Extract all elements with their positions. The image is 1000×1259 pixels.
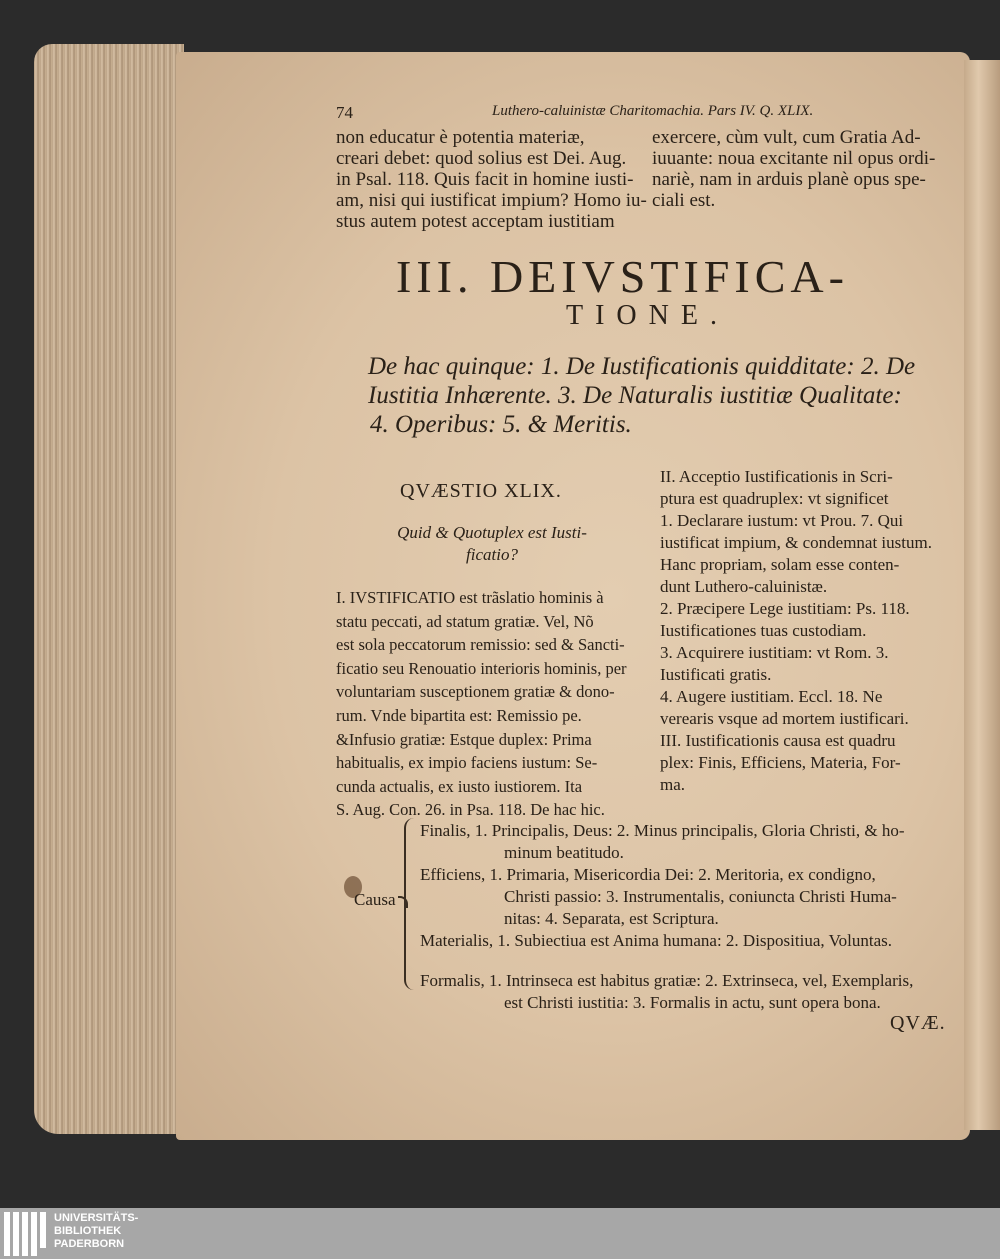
text-line: nariè, nam in arduis planè opus spe- [652,169,926,190]
text-line: II. Acceptio Iustificationis in Scri- [660,467,893,486]
intro-line: De hac quinque: 1. De Iustificationis quidditate: 2. De [368,353,916,380]
causa-formalis-cont: est Christi iustitia: 3. Formalis in actu, sunt opera bona. [504,993,881,1012]
text-line: statu peccati, ad statum gratiæ. Vel, Nõ [336,611,594,631]
running-header [336,103,814,123]
text-line: creari debet: quod solius est Dei. Aug. [336,148,627,169]
causa-materialis: Materialis, 1. Subiectiua est Anima humana: 2. Dispositiua, Voluntas. [420,931,893,950]
text-line: est sola peccatorum remissio: sed & Sancti- [336,635,625,655]
top-left-column [336,127,647,232]
top-right-column [652,127,935,211]
text-line: ptura est quadruplex: vt significet [660,489,889,508]
causa-efficiens-cont: Christi passio: 3. Instrumentalis, coniuncta Christi Huma- [504,887,897,906]
library-logo-icon [4,1212,48,1256]
causa-label: Causa [354,890,396,909]
text-line: &Infusio gratiæ: Estque duplex: Prima [336,729,592,749]
causa-finalis-cont: minum beatitudo. [504,843,624,862]
causa-formalis: Formalis, 1. Intrinseca est habitus gratiæ: 2. Extrinseca, vel, Exemplaris, [420,971,914,990]
causa-efficiens-cont: nitas: 4. Separata, est Scriptura. [504,909,719,928]
running-title: Luthero-caluinistæ Charitomachia. Pars IV. Q. XLIX. [492,103,814,119]
library-name [54,1212,138,1251]
text-line: in Psal. 118. Quis facit in homine iusti- [336,169,634,190]
text-line: iuuante: noua excitante nil opus ordi- [652,148,936,169]
text-line: S. Aug. Con. 26. in Psa. 118. De hac hic. [336,800,605,820]
text-line: voluntariam susceptionem gratiæ & dono- [336,682,615,702]
text-line: 4. Augere iustitiam. Eccl. 18. Ne [660,687,883,706]
text-line: cunda actualis, ex iusto iustiorem. Ita [336,776,583,796]
text-line: dunt Luthero-caluinistæ. [660,577,828,596]
right-column [660,466,932,796]
intro-line: 4. Operibus: 5. & Meritis. [370,411,632,438]
library-name-line: UNIVERSITÄTS- [54,1212,139,1224]
text-line: 2. Præcipere Lege iustitiam: Ps. 118. [660,599,910,618]
intro-line: Iustitia Inhærente. 3. De Naturalis iustitiæ Qualitate: [368,382,902,409]
text-line: Iustificationes tuas custodiam. [660,621,867,640]
text-line: non educatur è potentia materiæ, [336,127,585,148]
subtitle-line: ficatio? [466,545,518,564]
text-line: III. Iustificationis causa est quadru [660,731,896,750]
text-line: Hanc propriam, solam esse conten- [660,555,900,574]
question-title: QVÆSTIO XLIX. [400,480,562,502]
text-line: I. IVSTIFICATIO est trãslatio hominis à [336,588,604,607]
section-title: III. DEIVSTIFICA- [396,251,849,302]
left-column [336,586,627,822]
text-line: plex: Finis, Efficiens, Materia, For- [660,753,901,772]
text-line: am, nisi qui iustificat impium? Homo iu- [336,190,647,211]
text-line: stus autem potest acceptam iustitiam [336,211,615,232]
section-title-continued: TIONE. [566,300,729,331]
text-line: rum. Vnde bipartita est: Remissio pe. [336,705,582,725]
causa-efficiens: Efficiens, 1. Primaria, Misericordia Dei: 2. Meritoria, ex condigno, [420,865,876,884]
text-line: exercere, cùm vult, cum Gratia Ad- [652,127,921,148]
catchword: QVÆ. [890,1012,946,1034]
footer-bar [0,1208,1000,1259]
facing-page-edge [964,60,1000,1130]
text-line: verearis vsque ad mortem iustificari. [660,709,909,728]
question-subtitle [392,522,592,566]
page-number: 74 [336,103,353,122]
library-name-line: PADERBORN [54,1238,125,1250]
text-line: iustificat impium, & condemnat iustum. [660,533,932,552]
text-line: habitualis, ex impio faciens iustum: Se- [336,753,598,773]
text-line: ma. [660,775,686,794]
text-line: ficatio seu Renouatio interioris hominis, per [336,658,627,678]
text-line: Iustificati gratis. [660,665,772,684]
library-name-line: BIBLIOTHEK [54,1225,122,1237]
section-intro [368,352,915,439]
text-line: 3. Acquirere iustitiam: vt Rom. 3. [660,643,889,662]
subtitle-line: Quid & Quotuplex est Iusti- [397,523,587,542]
text-line: 1. Declarare iustum: vt Prou. 7. Qui [660,511,904,530]
book-fore-edge [34,44,184,1134]
text-line: ciali est. [652,190,716,211]
causa-finalis: Finalis, 1. Principalis, Deus: 2. Minus principalis, Gloria Christi, & ho- [420,821,905,840]
